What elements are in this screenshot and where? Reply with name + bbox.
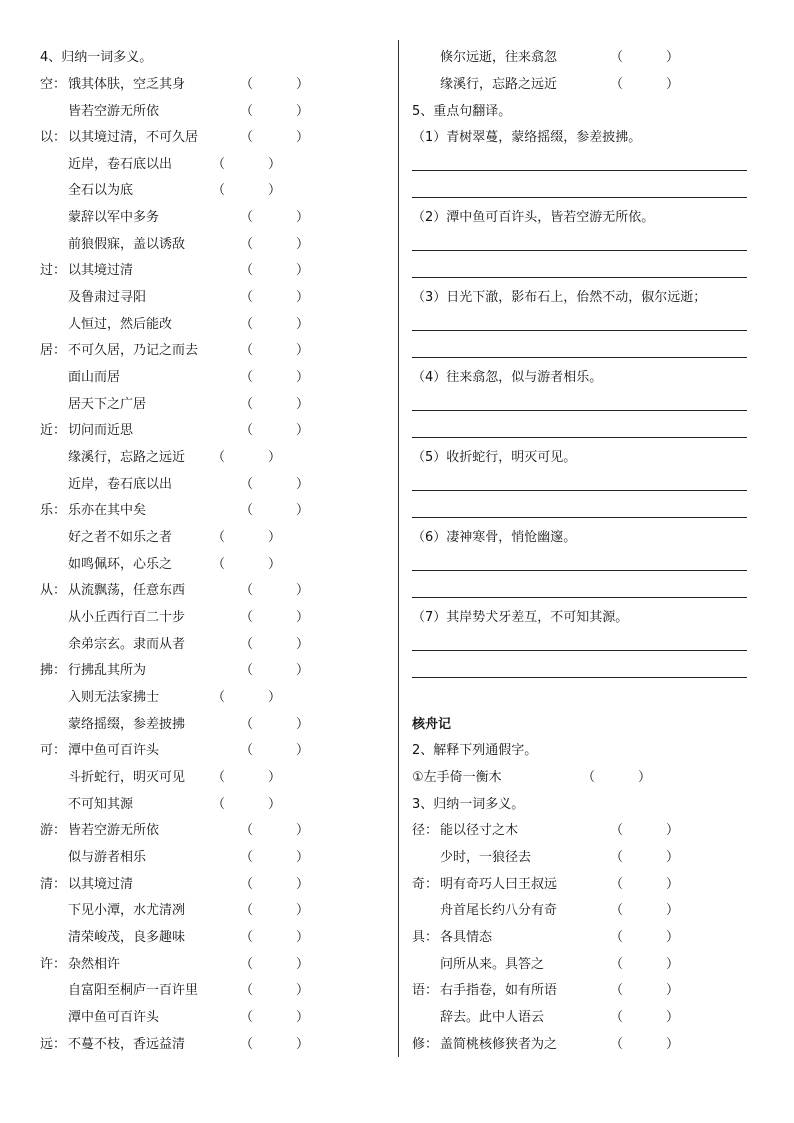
- char-label: 具：: [412, 930, 439, 945]
- answer-blank-close: ）: [296, 743, 310, 758]
- column-divider: [398, 40, 399, 1057]
- example-sentence: 前狼假寐，盖以诱敌: [68, 237, 186, 252]
- answer-blank-open[interactable]: （: [240, 130, 254, 145]
- example-sentence: 如鸣佩环，心乐之: [68, 557, 173, 572]
- answer-blank-close: ）: [268, 770, 282, 785]
- answer-line[interactable]: [412, 357, 747, 358]
- char-label: 拂：: [40, 663, 67, 678]
- translation-sentence: （2）潭中鱼可百许头，皆若空游无所依。: [412, 210, 655, 225]
- answer-blank-open[interactable]: （: [240, 397, 254, 412]
- translation-sentence: （5）收折蛇行，明灭可见。: [412, 450, 577, 465]
- answer-blank-open[interactable]: （: [240, 1010, 254, 1025]
- answer-line[interactable]: [412, 650, 747, 651]
- answer-blank-open[interactable]: （: [212, 157, 226, 172]
- example-sentence: 少时，一狼径去: [440, 850, 532, 865]
- answer-blank-close: ）: [296, 210, 310, 225]
- example-sentence: 面山而居: [68, 370, 121, 385]
- answer-blank-close: ）: [268, 450, 282, 465]
- answer-blank-open[interactable]: （: [240, 210, 254, 225]
- char-label: 从：: [40, 583, 67, 598]
- char-label: 居：: [40, 343, 67, 358]
- example-sentence: 近岸，卷石底以出: [68, 477, 173, 492]
- answer-blank-close: ）: [296, 263, 310, 278]
- answer-blank-close: ）: [666, 850, 680, 865]
- example-sentence: 不蔓不枝，香远益清: [68, 1037, 186, 1052]
- answer-blank-open[interactable]: （: [212, 797, 226, 812]
- char-label: 远：: [40, 1037, 67, 1052]
- example-sentence: 问所从来。具答之: [440, 957, 545, 972]
- answer-blank-close: ）: [296, 343, 310, 358]
- example-sentence: 余弟宗玄。隶而从者: [68, 637, 186, 652]
- answer-blank-open[interactable]: （: [240, 104, 254, 119]
- answer-blank-close: ）: [296, 503, 310, 518]
- example-sentence: 盖简桃核修狭者为之: [440, 1037, 558, 1052]
- answer-blank-close: ）: [296, 397, 310, 412]
- answer-blank-open[interactable]: （: [240, 477, 254, 492]
- answer-blank-open[interactable]: （: [240, 290, 254, 305]
- translation-sentence: （1）青树翠蔓，蒙络摇缀，参差披拂。: [412, 130, 642, 145]
- answer-blank-close: ）: [666, 1037, 680, 1052]
- answer-blank-close: ）: [268, 557, 282, 572]
- example-sentence: 缘溪行，忘路之远近: [68, 450, 186, 465]
- translation-sentence: （3）日光下澈，影布石上，佁然不动，俶尔远逝；: [412, 290, 707, 305]
- answer-blank-open[interactable]: （: [610, 1010, 624, 1025]
- example-sentence: 居天下之广居: [68, 397, 147, 412]
- example-sentence: 能以径寸之木: [440, 823, 519, 838]
- char-label: 修：: [412, 1037, 439, 1052]
- answer-blank-open[interactable]: （: [240, 370, 254, 385]
- answer-blank-close: ）: [296, 957, 310, 972]
- example-sentence: 行拂乱其所为: [68, 663, 147, 678]
- answer-blank-close: ）: [296, 1010, 310, 1025]
- answer-line[interactable]: [412, 250, 747, 251]
- answer-blank-close: ）: [296, 1037, 310, 1052]
- example-sentence: 杂然相许: [68, 957, 121, 972]
- answer-blank-close: ）: [296, 370, 310, 385]
- example-sentence: 及鲁肃过寻阳: [68, 290, 147, 305]
- example-sentence: 舟首尾长约八分有奇: [440, 903, 558, 918]
- char-label: 许：: [40, 957, 67, 972]
- example-sentence: 不可知其源: [68, 797, 134, 812]
- answer-blank-close: ）: [296, 477, 310, 492]
- example-sentence: 缘溪行，忘路之远近: [440, 77, 558, 92]
- example-sentence: 从流飘荡，任意东西: [68, 583, 186, 598]
- answer-line[interactable]: [412, 170, 747, 171]
- answer-blank-close: ）: [296, 717, 310, 732]
- char-label: 游：: [40, 823, 67, 838]
- example-sentence: 潭中鱼可百许头: [68, 743, 160, 758]
- answer-blank-close: ）: [666, 983, 680, 998]
- answer-blank-close: ）: [268, 797, 282, 812]
- answer-blank-open[interactable]: （: [610, 903, 624, 918]
- example-sentence: 辞去。此中人语云: [440, 1010, 545, 1025]
- translate-heading: 5、重点句翻译。: [412, 104, 512, 119]
- answer-blank-open[interactable]: （: [212, 450, 226, 465]
- answer-blank-open[interactable]: （: [610, 823, 624, 838]
- answer-blank-close: ）: [638, 770, 652, 785]
- answer-blank-close: ）: [666, 903, 680, 918]
- example-sentence: 以其境过清: [68, 877, 134, 892]
- answer-blank-close: ）: [666, 823, 680, 838]
- answer-blank-open[interactable]: （: [240, 877, 254, 892]
- answer-blank-open[interactable]: （: [582, 770, 596, 785]
- answer-blank-open[interactable]: （: [610, 50, 624, 65]
- answer-blank-close: ）: [296, 237, 310, 252]
- answer-line[interactable]: [412, 570, 747, 571]
- example-sentence: 近岸，卷石底以出: [68, 157, 173, 172]
- example-sentence: 倏尔远逝，往来翕忽: [440, 50, 558, 65]
- example-sentence: 以其境过清，不可久居: [68, 130, 199, 145]
- example-sentence: 蒙辞以军中多务: [68, 210, 160, 225]
- tongjia-item: ①左手倚一衡木: [412, 770, 502, 785]
- example-sentence: 乐亦在其中矣: [68, 503, 147, 518]
- answer-blank-close: ）: [666, 1010, 680, 1025]
- answer-blank-open[interactable]: （: [240, 823, 254, 838]
- answer-blank-close: ）: [296, 423, 310, 438]
- answer-blank-close: ）: [296, 583, 310, 598]
- answer-blank-open[interactable]: （: [240, 583, 254, 598]
- answer-line[interactable]: [412, 677, 747, 678]
- answer-line[interactable]: [412, 517, 747, 518]
- translation-sentence: （6）凄神寒骨，悄怆幽邃。: [412, 530, 577, 545]
- example-sentence: 蒙络摇缀，参差披拂: [68, 717, 186, 732]
- answer-blank-close: ）: [666, 930, 680, 945]
- char-label: 清：: [40, 877, 67, 892]
- answer-blank-close: ）: [666, 957, 680, 972]
- char-label: 以：: [40, 130, 67, 145]
- example-sentence: 以其境过清: [68, 263, 134, 278]
- answer-line[interactable]: [412, 277, 747, 278]
- answer-blank-open[interactable]: （: [610, 77, 624, 92]
- answer-blank-close: ）: [296, 930, 310, 945]
- section-title: 核舟记: [412, 717, 452, 732]
- char-label: 空：: [40, 77, 67, 92]
- answer-blank-close: ）: [268, 183, 282, 198]
- char-label: 奇：: [412, 877, 439, 892]
- answer-blank-open[interactable]: （: [212, 690, 226, 705]
- answer-blank-open[interactable]: （: [240, 423, 254, 438]
- answer-blank-open[interactable]: （: [240, 503, 254, 518]
- example-sentence: 明有奇巧人曰王叔远: [440, 877, 558, 892]
- answer-blank-close: ）: [268, 690, 282, 705]
- answer-blank-open[interactable]: （: [610, 957, 624, 972]
- answer-blank-open[interactable]: （: [240, 317, 254, 332]
- polysemy-heading: 3、归纳一词多义。: [412, 797, 525, 812]
- answer-blank-close: ）: [296, 104, 310, 119]
- answer-line[interactable]: [412, 597, 747, 598]
- example-sentence: 从小丘西行百二十步: [68, 610, 186, 625]
- answer-blank-close: ）: [296, 850, 310, 865]
- answer-blank-open[interactable]: （: [240, 77, 254, 92]
- answer-blank-open[interactable]: （: [610, 930, 624, 945]
- example-sentence: 人恒过，然后能改: [68, 317, 173, 332]
- answer-blank-close: ）: [296, 823, 310, 838]
- answer-blank-close: ）: [268, 530, 282, 545]
- answer-blank-open[interactable]: （: [240, 610, 254, 625]
- example-sentence: 清荣峻茂，良多趣味: [68, 930, 186, 945]
- answer-blank-open[interactable]: （: [240, 983, 254, 998]
- example-sentence: 下见小潭，水尤清冽: [68, 903, 186, 918]
- answer-blank-close: ）: [296, 317, 310, 332]
- answer-blank-open[interactable]: （: [240, 957, 254, 972]
- answer-blank-open[interactable]: （: [240, 930, 254, 945]
- example-sentence: 自富阳至桐庐一百许里: [68, 983, 199, 998]
- answer-blank-close: ）: [296, 610, 310, 625]
- example-sentence: 好之者不如乐之者: [68, 530, 173, 545]
- answer-blank-open[interactable]: （: [240, 743, 254, 758]
- answer-blank-open[interactable]: （: [240, 717, 254, 732]
- example-sentence: 各具情态: [440, 930, 493, 945]
- translation-sentence: （4）往来翕忽，似与游者相乐。: [412, 370, 603, 385]
- tongjia-heading: 2、解释下列通假字。: [412, 743, 538, 758]
- answer-line[interactable]: [412, 437, 747, 438]
- example-sentence: 皆若空游无所依: [68, 823, 160, 838]
- answer-blank-close: ）: [296, 77, 310, 92]
- answer-blank-close: ）: [666, 77, 680, 92]
- answer-blank-open[interactable]: （: [240, 343, 254, 358]
- answer-blank-open[interactable]: （: [240, 663, 254, 678]
- answer-blank-close: ）: [296, 877, 310, 892]
- example-sentence: 切问而近思: [68, 423, 134, 438]
- answer-blank-close: ）: [268, 157, 282, 172]
- answer-blank-close: ）: [296, 903, 310, 918]
- example-sentence: 皆若空游无所依: [68, 104, 160, 119]
- answer-blank-close: ）: [296, 983, 310, 998]
- answer-blank-open[interactable]: （: [212, 530, 226, 545]
- answer-line[interactable]: [412, 197, 747, 198]
- example-sentence: 潭中鱼可百许头: [68, 1010, 160, 1025]
- char-label: 过：: [40, 263, 67, 278]
- answer-blank-open[interactable]: （: [610, 877, 624, 892]
- example-sentence: 右手指卷，如有所语: [440, 983, 558, 998]
- answer-blank-close: ）: [296, 637, 310, 652]
- char-label: 乐：: [40, 503, 67, 518]
- left-heading: 4、归纳一词多义。: [40, 50, 153, 65]
- answer-blank-open[interactable]: （: [240, 850, 254, 865]
- example-sentence: 入则无法家拂士: [68, 690, 160, 705]
- answer-blank-open[interactable]: （: [240, 637, 254, 652]
- example-sentence: 不可久居，乃记之而去: [68, 343, 199, 358]
- answer-blank-open[interactable]: （: [610, 850, 624, 865]
- example-sentence: 饿其体肤，空乏其身: [68, 77, 186, 92]
- example-sentence: 似与游者相乐: [68, 850, 147, 865]
- answer-line[interactable]: [412, 490, 747, 491]
- answer-blank-open[interactable]: （: [212, 770, 226, 785]
- char-label: 语：: [412, 983, 439, 998]
- answer-blank-open[interactable]: （: [212, 183, 226, 198]
- answer-blank-close: ）: [666, 50, 680, 65]
- answer-blank-close: ）: [296, 130, 310, 145]
- answer-blank-open[interactable]: （: [610, 983, 624, 998]
- answer-blank-close: ）: [296, 290, 310, 305]
- char-label: 径：: [412, 823, 439, 838]
- example-sentence: 斗折蛇行，明灭可见: [68, 770, 186, 785]
- char-label: 近：: [40, 423, 67, 438]
- char-label: 可：: [40, 743, 67, 758]
- answer-blank-close: ）: [666, 877, 680, 892]
- answer-blank-open[interactable]: （: [240, 903, 254, 918]
- translation-sentence: （7）其岸势犬牙差互，不可知其源。: [412, 610, 629, 625]
- answer-blank-open[interactable]: （: [240, 1037, 254, 1052]
- example-sentence: 全石以为底: [68, 183, 134, 198]
- answer-blank-open[interactable]: （: [212, 557, 226, 572]
- answer-line[interactable]: [412, 330, 747, 331]
- answer-blank-open[interactable]: （: [240, 237, 254, 252]
- answer-blank-close: ）: [296, 663, 310, 678]
- answer-blank-open[interactable]: （: [240, 263, 254, 278]
- answer-line[interactable]: [412, 410, 747, 411]
- answer-blank-open[interactable]: （: [610, 1037, 624, 1052]
